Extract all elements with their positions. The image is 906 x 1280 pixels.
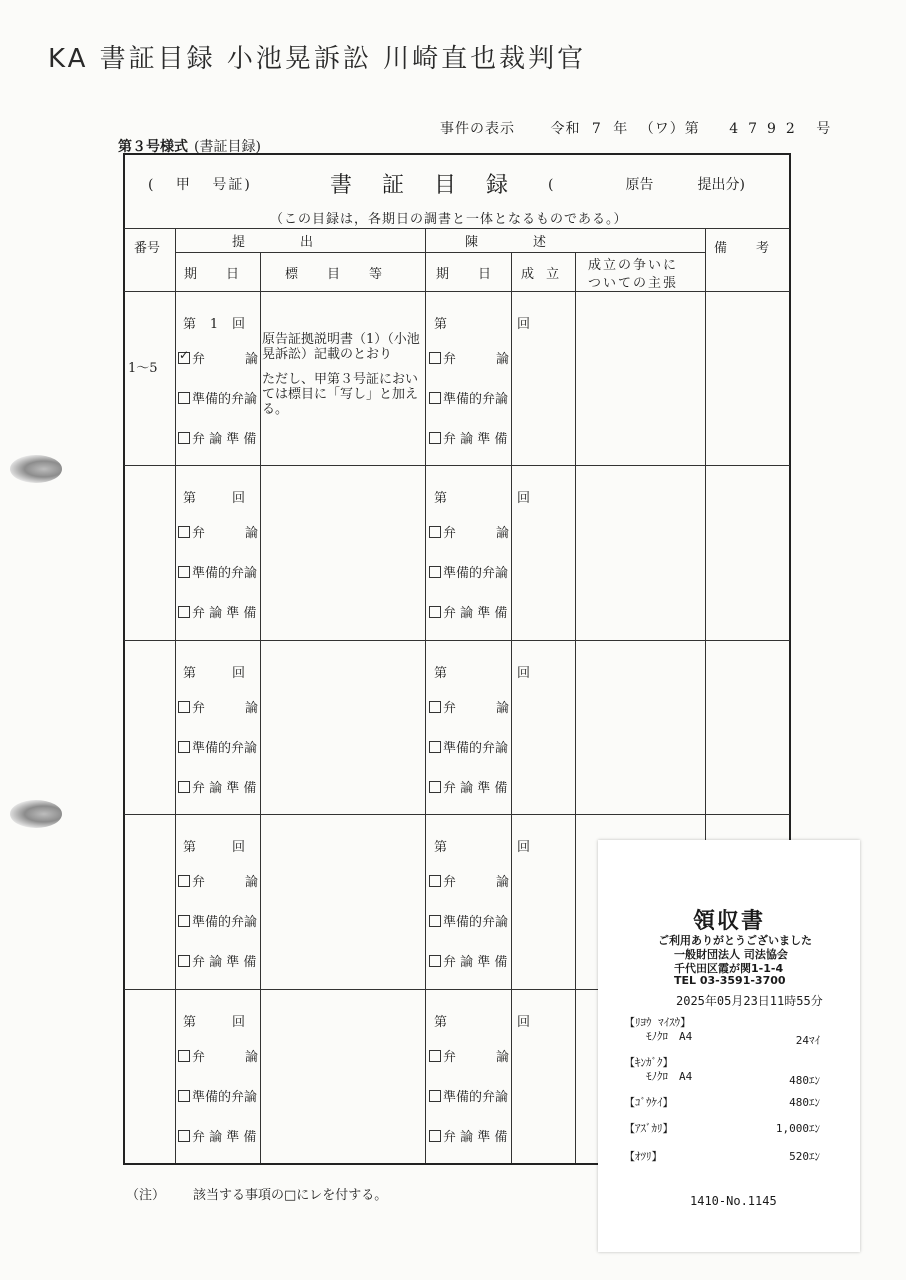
checkbox-icon bbox=[178, 566, 190, 578]
checkbox-icon bbox=[178, 875, 190, 887]
checkbox-icon bbox=[429, 741, 441, 753]
header-kijitsu2: 期 日 bbox=[436, 267, 500, 282]
checkbox-icon bbox=[178, 1130, 190, 1142]
dai-label: 第 bbox=[434, 666, 448, 681]
receipt bbox=[598, 840, 860, 1252]
receipt-item-value: 480ｴﾝ bbox=[789, 1074, 820, 1087]
kijitsu-teishutsu-kai bbox=[183, 836, 245, 855]
checkbox-icon bbox=[178, 701, 190, 713]
checkbox-icon bbox=[429, 1130, 441, 1142]
receipt-item-label: 【ﾘﾖｳ ﾏｲｽｳ】 bbox=[624, 1016, 692, 1029]
checkbox-icon bbox=[178, 606, 190, 618]
checkbox-label: 準備的弁論 bbox=[443, 1090, 509, 1105]
dai-label: 第 bbox=[183, 317, 197, 332]
checkbox-benron-teishutsu bbox=[178, 871, 258, 890]
checkbox-junbi-chinjutsu bbox=[429, 562, 509, 581]
checkbox-label: 弁 論 bbox=[192, 526, 258, 541]
case-year: 7 bbox=[591, 121, 602, 137]
dai-label: 第 bbox=[434, 317, 448, 332]
header-teishutsu: 提 出 bbox=[232, 235, 318, 250]
checkbox-benron-chinjutsu bbox=[429, 871, 509, 890]
checkbox-junbi-teishutsu bbox=[178, 911, 258, 930]
checkbox-benron-chinjutsu bbox=[429, 522, 509, 541]
checkbox-label: 弁 論 準 備 bbox=[443, 1130, 508, 1145]
checkbox-label: 準備的弁論 bbox=[443, 566, 509, 581]
checkbox-benron-chinjutsu bbox=[429, 697, 509, 716]
checkbox-benron-junbi-chinjutsu bbox=[429, 602, 509, 621]
case-year-unit: 年 bbox=[613, 121, 629, 137]
title-kou: 甲 bbox=[175, 177, 192, 193]
checkbox-icon bbox=[178, 1050, 190, 1062]
checkbox-label: 弁 論 準 備 bbox=[192, 606, 257, 621]
hyomoku-text-1: 原告証拠説明書（1）（小池晃訴訟）記載のとおり bbox=[262, 332, 420, 362]
checkbox-label: 弁 論 bbox=[443, 1050, 509, 1065]
header-hyomoku: 標 目 等 bbox=[285, 267, 391, 282]
checkbox-label: 弁 論 bbox=[192, 701, 258, 716]
checkbox-label: 準備的弁論 bbox=[443, 392, 509, 407]
checkbox-label: 弁 論 bbox=[192, 875, 258, 890]
checkbox-icon bbox=[429, 781, 441, 793]
dai-label: 第 bbox=[434, 1015, 448, 1030]
receipt-tel: TEL 03-3591-3700 bbox=[674, 974, 786, 987]
receipt-datetime: 2025年05月23日11時55分 bbox=[676, 994, 823, 1008]
header-bikou: 備 考 bbox=[714, 241, 778, 256]
checkbox-label: 弁 論 準 備 bbox=[443, 606, 508, 621]
checkbox-icon bbox=[178, 526, 190, 538]
dai-label: 第 bbox=[183, 491, 197, 506]
dai-label: 第 bbox=[183, 666, 197, 681]
kijitsu-chinjutsu-kai bbox=[434, 313, 530, 332]
row-line-1 bbox=[124, 465, 790, 466]
header-arasoi-1: 成立の争いに bbox=[588, 258, 679, 273]
punch-hole-upper bbox=[10, 455, 62, 483]
col-line-seiritsu bbox=[575, 252, 576, 1163]
checkbox-label: 弁 論 bbox=[443, 701, 509, 716]
checkbox-icon bbox=[178, 432, 190, 444]
header-chinjutsu: 陳 述 bbox=[465, 235, 551, 250]
checkbox-label: 準備的弁論 bbox=[443, 915, 509, 930]
kijitsu-teishutsu-kai bbox=[183, 1011, 245, 1030]
kai-label: 回 bbox=[232, 1015, 246, 1030]
dai-label: 第 bbox=[183, 840, 197, 855]
checkbox-icon bbox=[178, 1090, 190, 1102]
case-display-line bbox=[440, 118, 837, 138]
case-code: （ワ）第 bbox=[639, 121, 700, 137]
col-line-hyomoku bbox=[425, 228, 426, 1163]
checkbox-icon bbox=[429, 915, 441, 927]
checkbox-benron-junbi-teishutsu bbox=[178, 602, 258, 621]
checkbox-label: 準備的弁論 bbox=[192, 915, 258, 930]
dai-label: 第 bbox=[434, 840, 448, 855]
case-number: 4792 bbox=[729, 121, 805, 137]
checkbox-label: 準備的弁論 bbox=[192, 566, 258, 581]
checkbox-benron-junbi-chinjutsu bbox=[429, 951, 509, 970]
kai-label: 回 bbox=[232, 491, 246, 506]
form-number: 第３号様式 bbox=[118, 139, 188, 155]
receipt-address: 千代田区霞が関1-1-4 bbox=[674, 962, 784, 975]
receipt-item-value: 1,000ｴﾝ bbox=[775, 1122, 820, 1135]
receipt-item-value: 24ﾏｲ bbox=[795, 1034, 820, 1047]
checkbox-label: 弁 論 bbox=[192, 1050, 258, 1065]
receipt-item-value: 520ｴﾝ bbox=[789, 1150, 820, 1163]
title-submitted: 提出分) bbox=[697, 177, 745, 193]
handwritten-header: KA 書証目録 小池晃訴訟 川崎直也裁判官 bbox=[48, 44, 587, 74]
checkbox-label: 準備的弁論 bbox=[192, 392, 258, 407]
header-bottom-line bbox=[124, 291, 790, 292]
checkbox-label: 弁 論 bbox=[192, 352, 258, 367]
kijitsu-chinjutsu-kai bbox=[434, 662, 530, 681]
receipt-item-value: 480ｴﾝ bbox=[789, 1096, 820, 1109]
receipt-item-detail: ﾓﾉｸﾛ A4 bbox=[646, 1030, 693, 1043]
row-line-2 bbox=[124, 640, 790, 641]
checkbox-label: 準備的弁論 bbox=[443, 741, 509, 756]
punch-hole-lower bbox=[10, 800, 62, 828]
header-number: 番号 bbox=[134, 241, 161, 256]
checkbox-label: 弁 論 準 備 bbox=[443, 955, 508, 970]
checkbox-icon bbox=[429, 875, 441, 887]
kai-label: 回 bbox=[517, 317, 531, 332]
kijitsu-chinjutsu-kai bbox=[434, 836, 530, 855]
checkbox-icon bbox=[429, 701, 441, 713]
footnote bbox=[126, 1184, 387, 1203]
checkbox-benron-junbi-chinjutsu bbox=[429, 428, 509, 447]
checkbox-icon bbox=[178, 741, 190, 753]
checkbox-junbi-chinjutsu bbox=[429, 388, 509, 407]
checkbox-icon bbox=[429, 392, 441, 404]
dai-label: 第 bbox=[434, 491, 448, 506]
title-party-name: 原告 bbox=[625, 177, 654, 193]
checkbox-icon bbox=[178, 352, 190, 364]
checkbox-label: 弁 論 準 備 bbox=[192, 432, 257, 447]
title-gou: 号証) bbox=[212, 177, 252, 193]
checkbox-label: 準備的弁論 bbox=[192, 741, 258, 756]
hyomoku-text-2: ただし、甲第３号証においては標目に「写し」と加える。 bbox=[262, 372, 419, 417]
checkbox-icon bbox=[178, 392, 190, 404]
footnote-mark: （注） bbox=[126, 1188, 166, 1203]
checkbox-icon bbox=[178, 915, 190, 927]
checkbox-label: 弁 論 準 備 bbox=[192, 955, 257, 970]
checkbox-benron-junbi-teishutsu bbox=[178, 1126, 258, 1145]
checkbox-icon bbox=[429, 566, 441, 578]
title-party-paren: ( bbox=[548, 177, 554, 193]
receipt-thanks: ご利用ありがとうございました bbox=[658, 934, 812, 947]
checkbox-benron-junbi-teishutsu bbox=[178, 777, 258, 796]
checkbox-label: 弁 論 準 備 bbox=[443, 432, 508, 447]
checkbox-icon bbox=[429, 352, 441, 364]
checkbox-junbi-teishutsu bbox=[178, 737, 258, 756]
checkbox-label: 弁 論 準 備 bbox=[443, 781, 508, 796]
form-sub: (書証目録) bbox=[194, 139, 261, 155]
checkbox-icon bbox=[178, 781, 190, 793]
kai-label: 回 bbox=[232, 666, 246, 681]
checkbox-icon bbox=[178, 955, 190, 967]
note-top: （この目録は，各期日の調書と一体となるものである。） bbox=[270, 212, 628, 227]
checkbox-benron-junbi-teishutsu bbox=[178, 951, 258, 970]
kai-label: 回 bbox=[517, 666, 531, 681]
kai-label: 回 bbox=[517, 1015, 531, 1030]
kai-label: 回 bbox=[517, 840, 531, 855]
header-mid-line bbox=[175, 252, 705, 253]
dai-label: 第 bbox=[183, 1015, 197, 1030]
header-arasoi-2: ついての主張 bbox=[588, 276, 679, 291]
receipt-item-label: 【ｷﾝｶﾞｸ】 bbox=[624, 1056, 674, 1069]
checkbox-benron-teishutsu bbox=[178, 348, 258, 367]
kijitsu-teishutsu-kai bbox=[183, 313, 245, 332]
title-open-paren: ( bbox=[148, 177, 156, 193]
checkbox-benron-teishutsu bbox=[178, 1046, 258, 1065]
checkbox-icon bbox=[429, 432, 441, 444]
title-party bbox=[548, 174, 745, 194]
checkbox-junbi-chinjutsu bbox=[429, 737, 509, 756]
receipt-item-label: 【ｱｽﾞｶﾘ】 bbox=[624, 1122, 674, 1135]
checkbox-benron-teishutsu bbox=[178, 522, 258, 541]
checkbox-label: 弁 論 bbox=[443, 352, 509, 367]
receipt-org: 一般財団法人 司法協会 bbox=[674, 948, 788, 961]
checkbox-label: 弁 論 bbox=[443, 526, 509, 541]
kai-value: 1 bbox=[209, 317, 219, 332]
checkbox-label: 弁 論 準 備 bbox=[192, 1130, 257, 1145]
checkbox-icon bbox=[429, 606, 441, 618]
checkbox-benron-chinjutsu bbox=[429, 348, 509, 367]
title-main: 書証目録 bbox=[330, 173, 539, 198]
case-era: 令和 bbox=[550, 121, 581, 137]
checkbox-label: 弁 論 bbox=[443, 875, 509, 890]
receipt-number: 1410-No.1145 bbox=[690, 1194, 777, 1208]
checkbox-junbi-chinjutsu bbox=[429, 1086, 509, 1105]
row-number: 1～5 bbox=[128, 361, 158, 376]
kijitsu-teishutsu-kai bbox=[183, 487, 245, 506]
checkbox-label: 準備的弁論 bbox=[192, 1090, 258, 1105]
checkbox-junbi-teishutsu bbox=[178, 562, 258, 581]
table-top-line bbox=[124, 228, 790, 229]
kijitsu-teishutsu-kai bbox=[183, 662, 245, 681]
checkbox-benron-teishutsu bbox=[178, 697, 258, 716]
checkbox-junbi-chinjutsu bbox=[429, 911, 509, 930]
checkbox-icon bbox=[429, 1090, 441, 1102]
checkbox-benron-junbi-teishutsu bbox=[178, 428, 258, 447]
header-seiritsu: 成 立 bbox=[521, 267, 564, 282]
receipt-item-label: 【ｵﾂﾘ】 bbox=[624, 1150, 663, 1163]
kai-label: 回 bbox=[517, 491, 531, 506]
checkbox-label: 弁 論 準 備 bbox=[192, 781, 257, 796]
receipt-item-detail: ﾓﾉｸﾛ A4 bbox=[646, 1070, 693, 1083]
title-kou-label bbox=[148, 174, 252, 194]
kai-label: 回 bbox=[232, 317, 246, 332]
kijitsu-chinjutsu-kai bbox=[434, 1011, 530, 1030]
checkbox-junbi-teishutsu bbox=[178, 1086, 258, 1105]
checkbox-benron-junbi-chinjutsu bbox=[429, 777, 509, 796]
footnote-text: 該当する事項の□にレを付する。 bbox=[193, 1188, 388, 1203]
checkbox-icon bbox=[429, 1050, 441, 1062]
receipt-title: 領収書 bbox=[692, 909, 765, 934]
checkbox-junbi-teishutsu bbox=[178, 388, 258, 407]
col-line-number bbox=[175, 228, 176, 1163]
checkbox-benron-chinjutsu bbox=[429, 1046, 509, 1065]
case-suffix: 号 bbox=[816, 121, 832, 137]
kijitsu-chinjutsu-kai bbox=[434, 487, 530, 506]
header-kijitsu1: 期 日 bbox=[184, 267, 248, 282]
checkbox-icon bbox=[429, 955, 441, 967]
row-line-3 bbox=[124, 814, 790, 815]
col-line-kijitsu1 bbox=[260, 252, 261, 1163]
checkbox-icon bbox=[429, 526, 441, 538]
checkbox-benron-junbi-chinjutsu bbox=[429, 1126, 509, 1145]
case-label: 事件の表示 bbox=[440, 121, 515, 137]
kai-label: 回 bbox=[232, 840, 246, 855]
receipt-item-label: 【ｺﾞｳｹｲ】 bbox=[624, 1096, 674, 1109]
